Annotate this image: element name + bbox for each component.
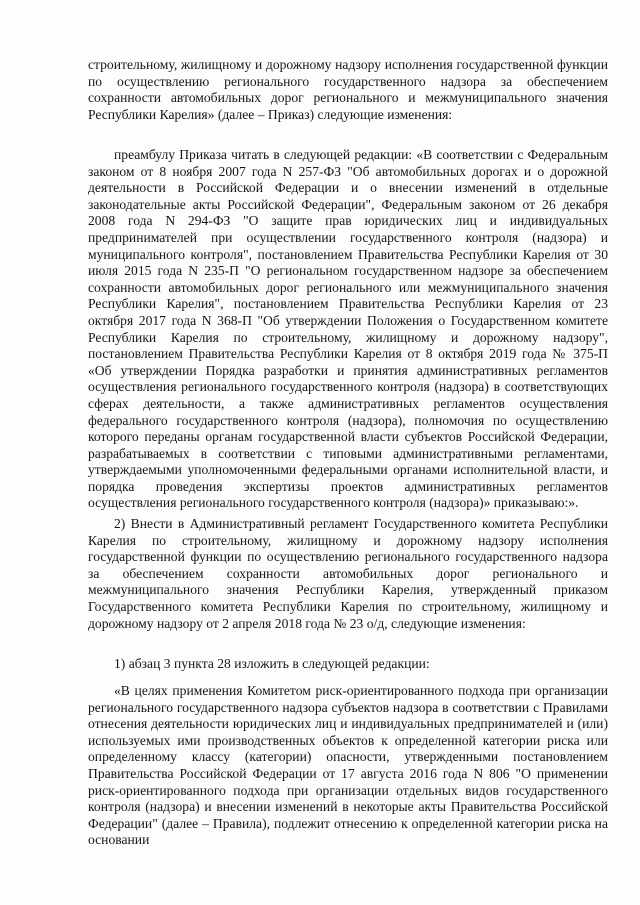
paragraph-preamble: преамбулу Приказа читать в следующей редакции: «В соответствии с Федеральным законом от 8 ноября 2007 года N 257-ФЗ "Об автомобильных дорогах и о дорожной деятельности в Российской Федерации и о внесении изменений в отдельные законодательные акты Российской Федерации", Федеральным законом от 26 декабря 2008 года N 294-ФЗ "О защите прав юридических лиц и индивидуальных предпринимателей при осуществлении государственного контроля (надзора) и муниципального контроля", постановлением Правительства Республики Карелия от 30 июля 2015 года N 235-П "О региональном государственном надзоре за обеспечением сохранности автомобильных дорог регионального или межмуниципального значения Республики Карелия", постановлением Правительства Республики Карелия от 23 октября 2017 года N 368-П "Об утверждении Положения о Государственном комитете Республики Карелия по строительному, жилищному и дорожному надзору", постановлением Правительства Республики Карелия от 8 октября 2019 года № 375-П «Об утверждении Порядка разработки и принятия административных регламентов осуществления регионального государственного контроля (надзора) в соответствующих сферах деятельности, а также административных регламентов осуществления федерального государственного контроля (надзора), полномочия по осуществлению которого переданы органам государственной власти субъектов Российской Федерации, разрабатываемых в соответствии с типовыми административными регламентами, утверждаемыми уполномоченными федеральными органами исполнительной власти, и порядка проведения экспертизы проектов административных регламентов осуществления регионального государственного контроля (надзора)» приказываю:».	[88, 147, 608, 511]
paragraph-item-2: 2) Внести в Административный регламент Государственного комитета Республики Карелия по строительному, жилищному и дорожному надзору исполнения государственной функции по осуществлению регионального государственного надзора за обеспечением сохранности автомобильных дорог регионального и межмуниципального значения Республики Карелия, утвержденный приказом Государственного комитета Республики Карелия по строительному, жилищному и дорожному надзору от 2 апреля 2018 года № 23 о/д, следующие изменения:	[88, 516, 608, 631]
paragraph-subitem-1: 1) абзац 3 пункта 28 изложить в следующей редакции:	[114, 656, 430, 671]
paragraph-quoted-text: «В целях применения Комитетом риск-ориентированного подхода при организации регионального государственного надзора субъектов надзора в соответствии с Правилами отнесения деятельности юридических лиц и индивидуальных предпринимателей и (или) используемых ими производственных объектов к определенной категории риска или определенному классу (категории) опасности, утвержденными постановлением Правительства Российской Федерации от 17 августа 2016 года N 806 "О применении риск-ориентированного подхода при организации отдельных видов государственного контроля (надзора) и внесении изменений в некоторые акты Правительства Российской Федерации" (далее – Правила), подлежит отнесению к определенной категории риска на основании	[88, 683, 608, 848]
paragraph-intro-continuation: строительному, жилищному и дорожному надзору исполнения государственной функции по осуществлению регионального государственного надзора за обеспечением сохранности автомобильных дорог регионального и межмуниципального значения Республики Карелия» (далее – Приказ) следующие изменения:	[88, 57, 608, 122]
